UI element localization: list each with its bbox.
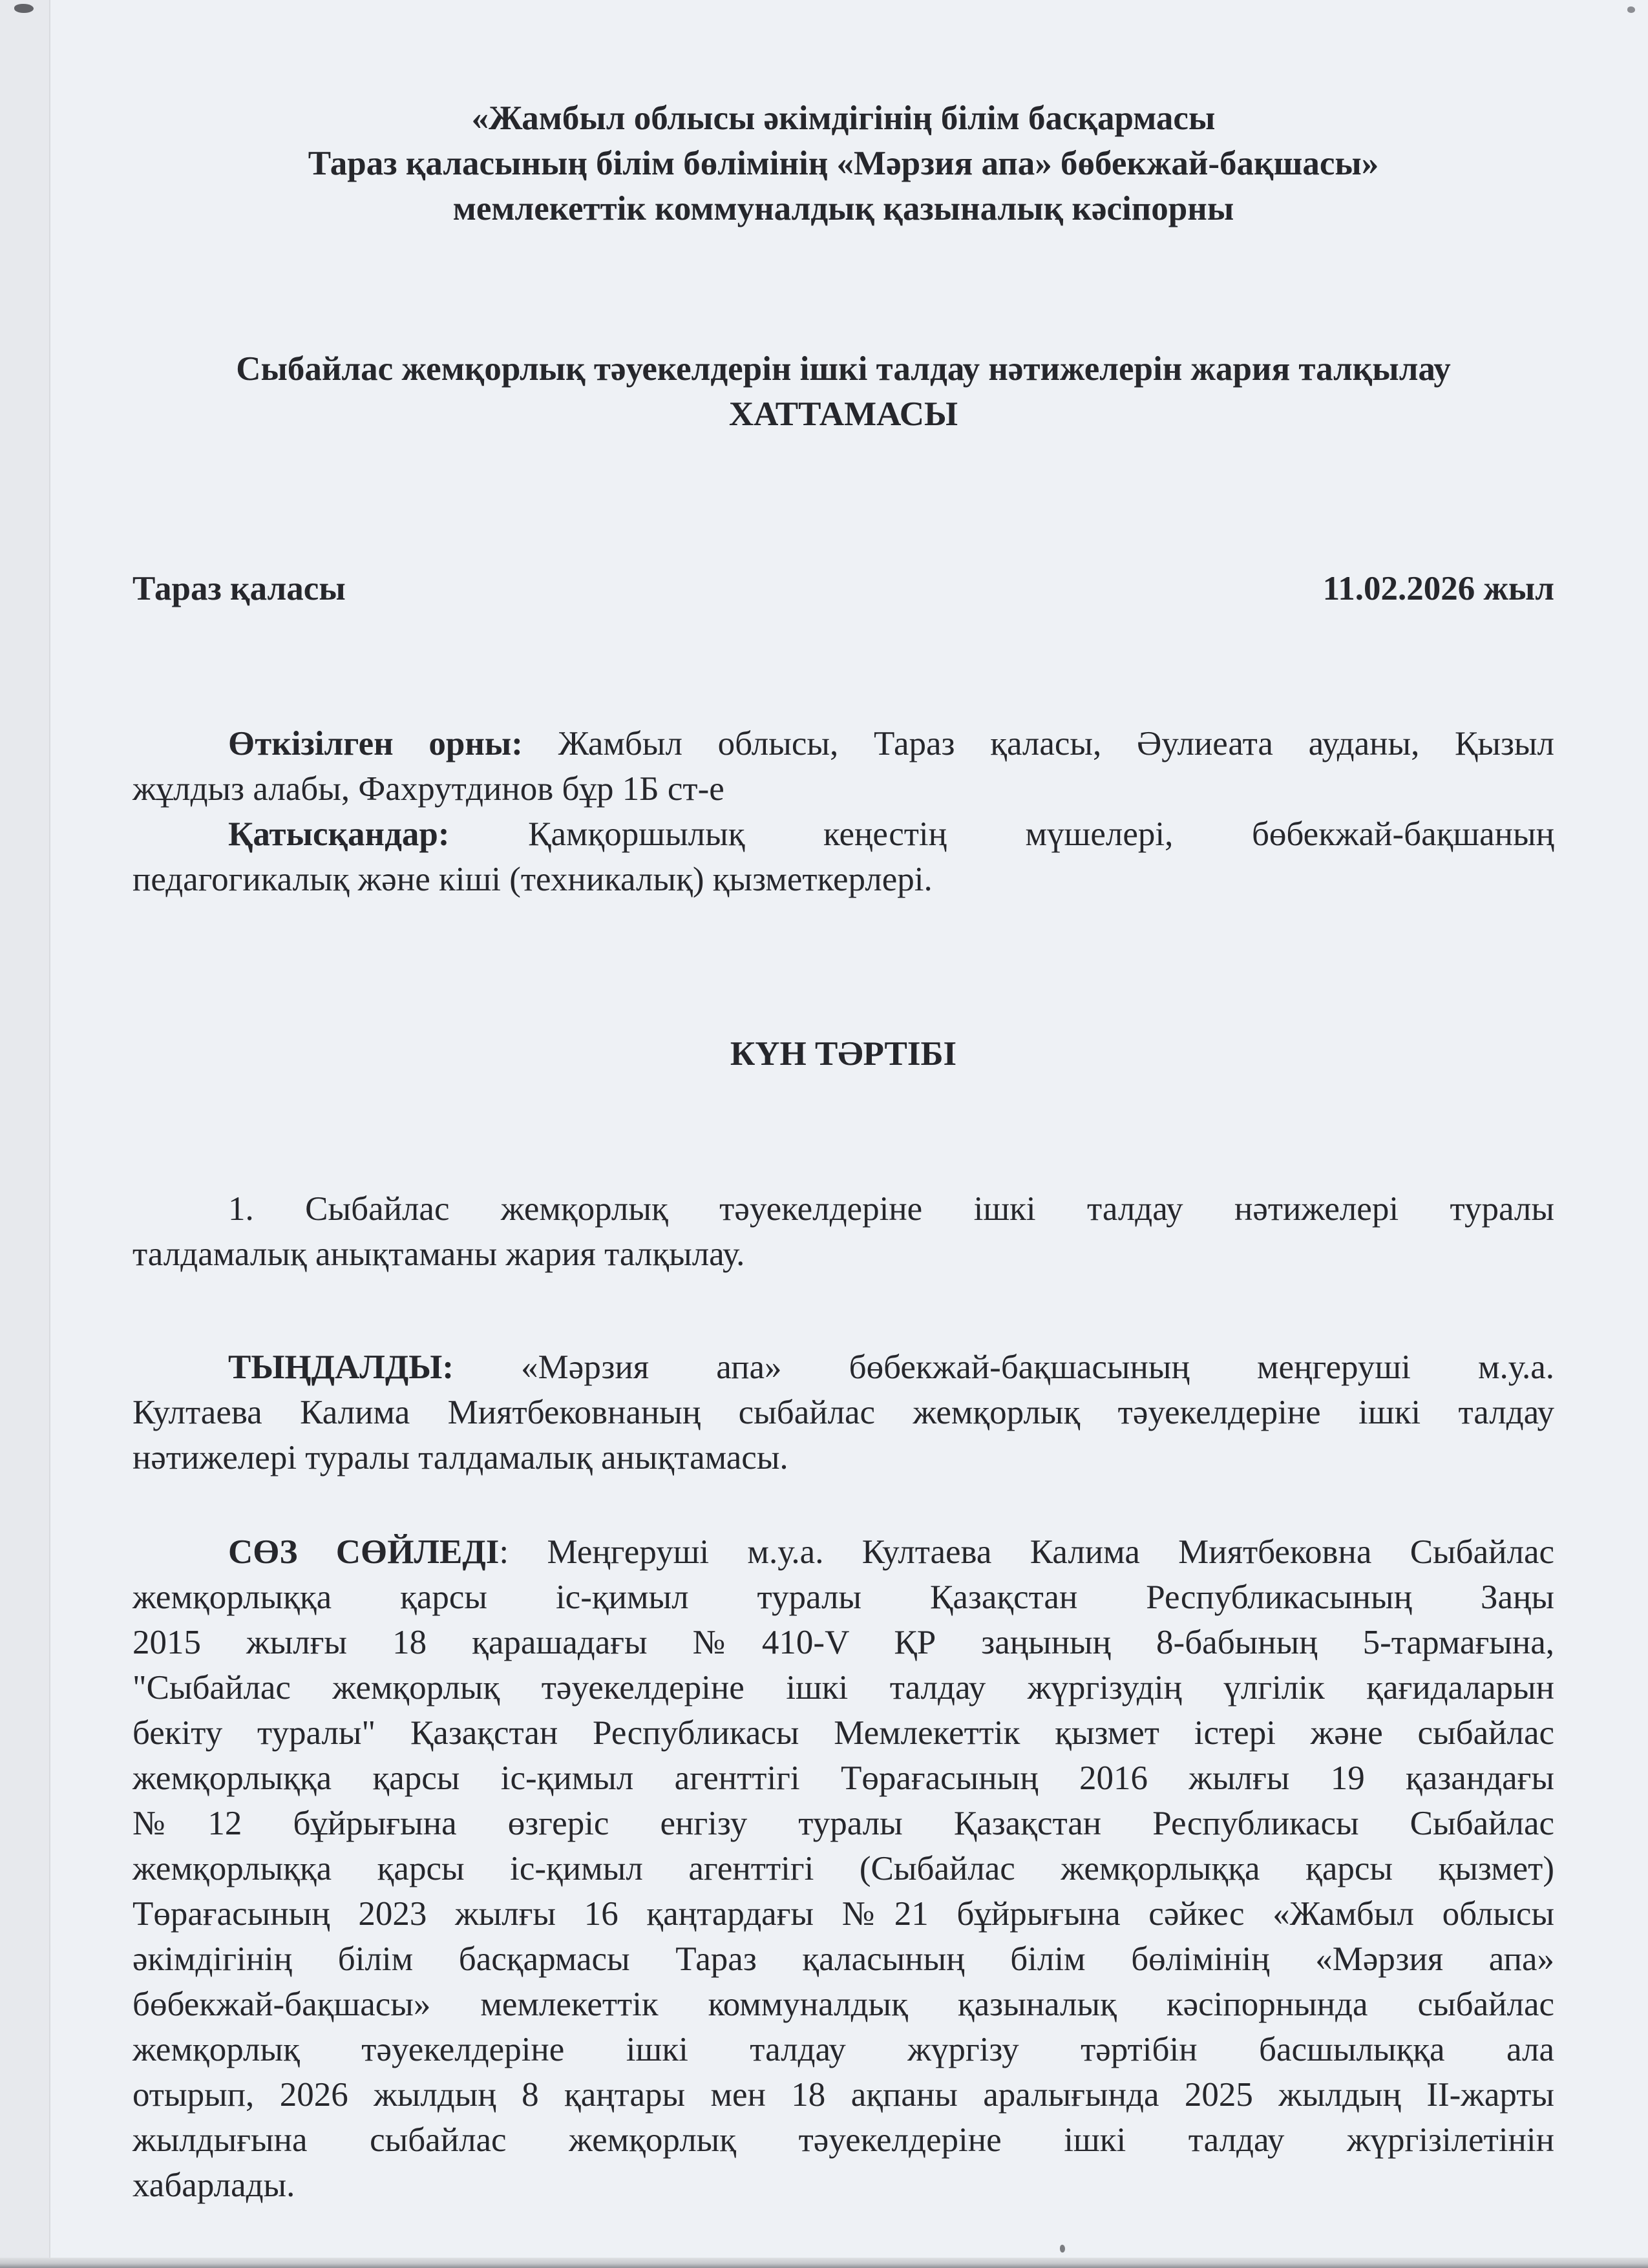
- document-title-line-1: Сыбайлас жемқорлық тәуекелдерін ішкі талдау нәтижелерін жария талқылау: [236, 350, 1451, 388]
- document-page: [132, 0, 1554, 2208]
- org-header-line-3: мемлекеттік коммуналдық қазыналық кәсіпорны: [452, 190, 1234, 227]
- speech-line-1: [132, 1529, 1554, 1575]
- city-date-row: [132, 566, 1554, 611]
- speech-line-8: жемқорлыққа қарсы іс-қимыл агенттігі (Сыбайлас жемқорлыққа қарсы қызмет): [132, 1850, 1554, 1887]
- speech-label: СӨЗ СӨЙЛЕДІ: [228, 1533, 500, 1571]
- scanner-left-edge: [0, 0, 50, 2268]
- speech-line-15: хабарлады.: [132, 2167, 295, 2204]
- location-participants-paragraph: [132, 721, 1554, 902]
- agenda-item-line-2: талдамалық анықтаманы жария талқылау.: [132, 1235, 745, 1273]
- speech-line-13: отырып, 2026 жылдың 8 қаңтары мен 18 ақпаны аралығында 2025 жылдың ІІ-жарты: [132, 2076, 1554, 2114]
- org-header-line-2: Тараз қаласының білім бөлімінің «Мәрзия апа» бөбекжай-бақшасы»: [308, 145, 1379, 182]
- agenda-heading: КҮН ТӘРТІБІ: [730, 1035, 957, 1073]
- document-title-line-2: ХАТТАМАСЫ: [728, 395, 958, 433]
- speech-line-6: жемқорлыққа қарсы іс-қимыл агенттігі Төрағасының 2016 жылғы 19 қазандағы: [132, 1759, 1554, 1797]
- scanner-bottom-edge: [0, 2258, 1648, 2268]
- speech-line-2: жемқорлыққа қарсы іс-қимыл туралы Қазақстан Республикасының Заңы: [132, 1579, 1554, 1616]
- speech-line-10: әкімдігінің білім басқармасы Тараз қаласының білім бөлімінің «Мәрзия апа»: [132, 1940, 1554, 1978]
- speech-line-5: бекіту туралы" Қазақстан Республикасы Мемлекеттік қызмет істері және сыбайлас: [132, 1714, 1554, 1752]
- scan-speck-top-left: [14, 4, 34, 13]
- speech-line-14: жылдығына сыбайлас жемқорлық тәуекелдеріне ішкі талдау жүргізілетінін: [132, 2121, 1554, 2159]
- scan-speck-top-right: [1627, 6, 1635, 13]
- speech-line-3: 2015 жылғы 18 қарашадағы №410-V ҚР заңының 8-бабының 5-тармағына,: [132, 1624, 1554, 1661]
- participants-line-1-text: Қамқоршылық кеңестің мүшелері, бөбекжай-бақшаның: [528, 815, 1555, 853]
- participants-line-2: педагогикалық және кіші (техникалық) қызметкерлері.: [132, 861, 933, 898]
- heard-line-1-text: «Мәрзия апа» бөбекжай-бақшасының меңгеруші м.у.а.: [521, 1349, 1554, 1386]
- heard-paragraph: [132, 1345, 1554, 1480]
- speech-line-11: бөбекжай-бақшасы» мемлекеттік коммуналдық қазыналық кәсіпорнында сыбайлас: [132, 1986, 1554, 2023]
- org-header-line-1: «Жамбыл облысы әкімдігінің білім басқармасы: [471, 100, 1216, 137]
- location-line-1-text: Жамбыл облысы, Тараз қаласы, Әулиеата ауданы, Қызыл: [558, 725, 1554, 762]
- date-label: 11.02.2026 жыл: [1322, 570, 1554, 607]
- location-line-2: жұлдыз алабы, Фахрутдинов бұр 1Б ст-е: [132, 770, 724, 808]
- speech-line-1-text: Меңгеруші м.у.а. Култаева Калима Миятбековна Сыбайлас: [547, 1533, 1554, 1571]
- location-line-1: [132, 721, 1554, 766]
- heard-line-3: нәтижелері туралы талдамалық анықтамасы.: [132, 1439, 788, 1476]
- heard-label: ТЫҢДАЛДЫ:: [228, 1349, 454, 1386]
- agenda-item-paragraph: [132, 1186, 1554, 1277]
- location-label: Өткізілген орны:: [228, 725, 523, 762]
- speech-line-4: "Сыбайлас жемқорлық тәуекелдеріне ішкі талдау жүргізудің үлгілік қағидаларын: [132, 1669, 1554, 1706]
- organization-header: [132, 96, 1554, 231]
- agenda-item-line-1: 1. Сыбайлас жемқорлық тәуекелдеріне ішкі талдау нәтижелері туралы: [228, 1190, 1554, 1228]
- speech-colon: :: [499, 1533, 509, 1571]
- heard-line-2: Култаева Калима Миятбековнаның сыбайлас жемқорлық тәуекелдеріне ішкі талдау: [132, 1394, 1554, 1431]
- document-title: [132, 346, 1554, 437]
- participants-line-1: [132, 812, 1554, 857]
- speech-paragraph: [132, 1529, 1554, 2208]
- speech-line-12: жемқорлық тәуекелдеріне ішкі талдау жүргізу тәртібін басшылыққа ала: [132, 2031, 1554, 2068]
- speech-line-7: №12 бұйрығына өзгеріс енгізу туралы Қазақстан Республикасы Сыбайлас: [132, 1805, 1554, 1842]
- participants-label: Қатысқандар:: [228, 815, 450, 853]
- heard-line-1: [132, 1345, 1554, 1390]
- scan-speck-bottom: [1060, 2245, 1065, 2252]
- city-label: Тараз қаласы: [132, 570, 346, 607]
- speech-line-9: Төрағасының 2023 жылғы 16 қаңтардағы №21 бұйрығына сәйкес «Жамбыл облысы: [132, 1895, 1554, 1933]
